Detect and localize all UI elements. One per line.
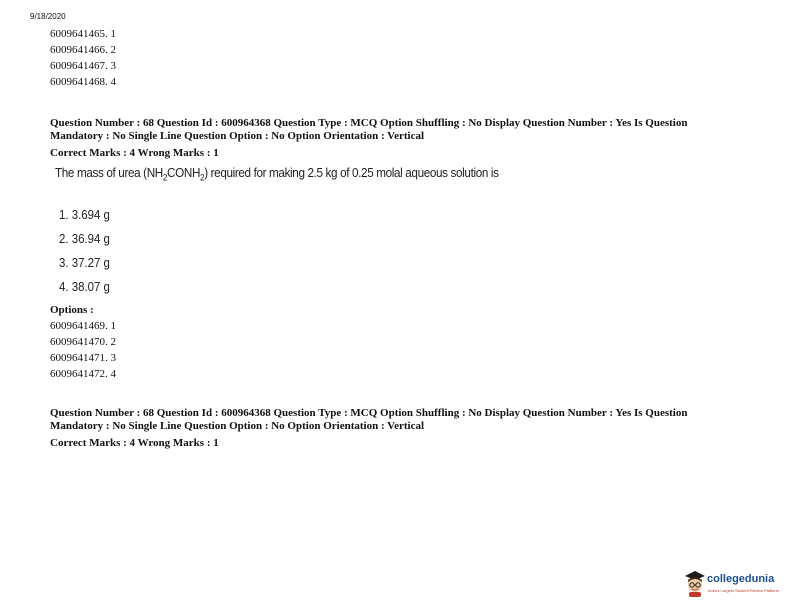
question-marks: Correct Marks : 4 Wrong Marks : 1	[50, 437, 219, 449]
question-text-part: The mass of urea (NH	[55, 165, 163, 180]
print-date: 9/18/2020	[30, 12, 66, 21]
option-id-line: 6009641470. 2	[50, 336, 116, 348]
option-id-line: 6009641471. 3	[50, 352, 116, 364]
option-id-line: 6009641467. 3	[50, 60, 116, 72]
option-id-line: 6009641466. 2	[50, 44, 116, 56]
mascot-icon	[683, 570, 707, 598]
question-meta-line1: Question Number : 68 Question Id : 600964368 Question Type : MCQ Option Shuffling : No Display Question Number : Yes Is Question	[50, 117, 688, 129]
question-meta-line2: Mandatory : No Single Line Question Option : No Option Orientation : Vertical	[50, 419, 425, 432]
answer-choice: 4. 38.07 g	[59, 279, 110, 294]
question-option-ids	[50, 318, 116, 382]
question-marks: Correct Marks : 4 Wrong Marks : 1	[50, 147, 219, 159]
logo-wordmark: collegedunia	[707, 573, 775, 585]
answer-choice: 3. 37.27 g	[59, 255, 110, 270]
question-text-part: ) required for making 2.5 kg of 0.25 molal aqueous solution is	[204, 165, 499, 180]
question-meta	[50, 407, 760, 432]
collegedunia-logo	[683, 570, 792, 600]
option-id-line: 6009641465. 1	[50, 28, 116, 40]
answer-choice: 2. 36.94 g	[59, 231, 110, 246]
option-id-line: 6009641472. 4	[50, 368, 116, 380]
answer-choice: 1. 3.694 g	[59, 207, 110, 222]
question-meta	[50, 117, 760, 142]
question-meta-line1: Question Number : 68 Question Id : 600964368 Question Type : MCQ Option Shuffling : No Display Question Number : Yes Is Question	[50, 407, 688, 419]
question-meta-line2: Mandatory : No Single Line Question Option : No Option Orientation : Vertical	[50, 129, 425, 142]
question-text-part: CONH	[167, 165, 201, 180]
option-id-line: 6009641468. 4	[50, 76, 116, 88]
options-heading: Options :	[50, 304, 94, 316]
answer-choices	[59, 203, 110, 299]
subscript: 2	[162, 172, 168, 183]
question-text	[55, 165, 499, 183]
top-option-ids	[50, 26, 116, 90]
option-id-line: 6009641469. 1	[50, 320, 116, 332]
logo-tagline: India's Largest Student Review Platform	[708, 588, 780, 593]
subscript: 2	[200, 172, 205, 183]
